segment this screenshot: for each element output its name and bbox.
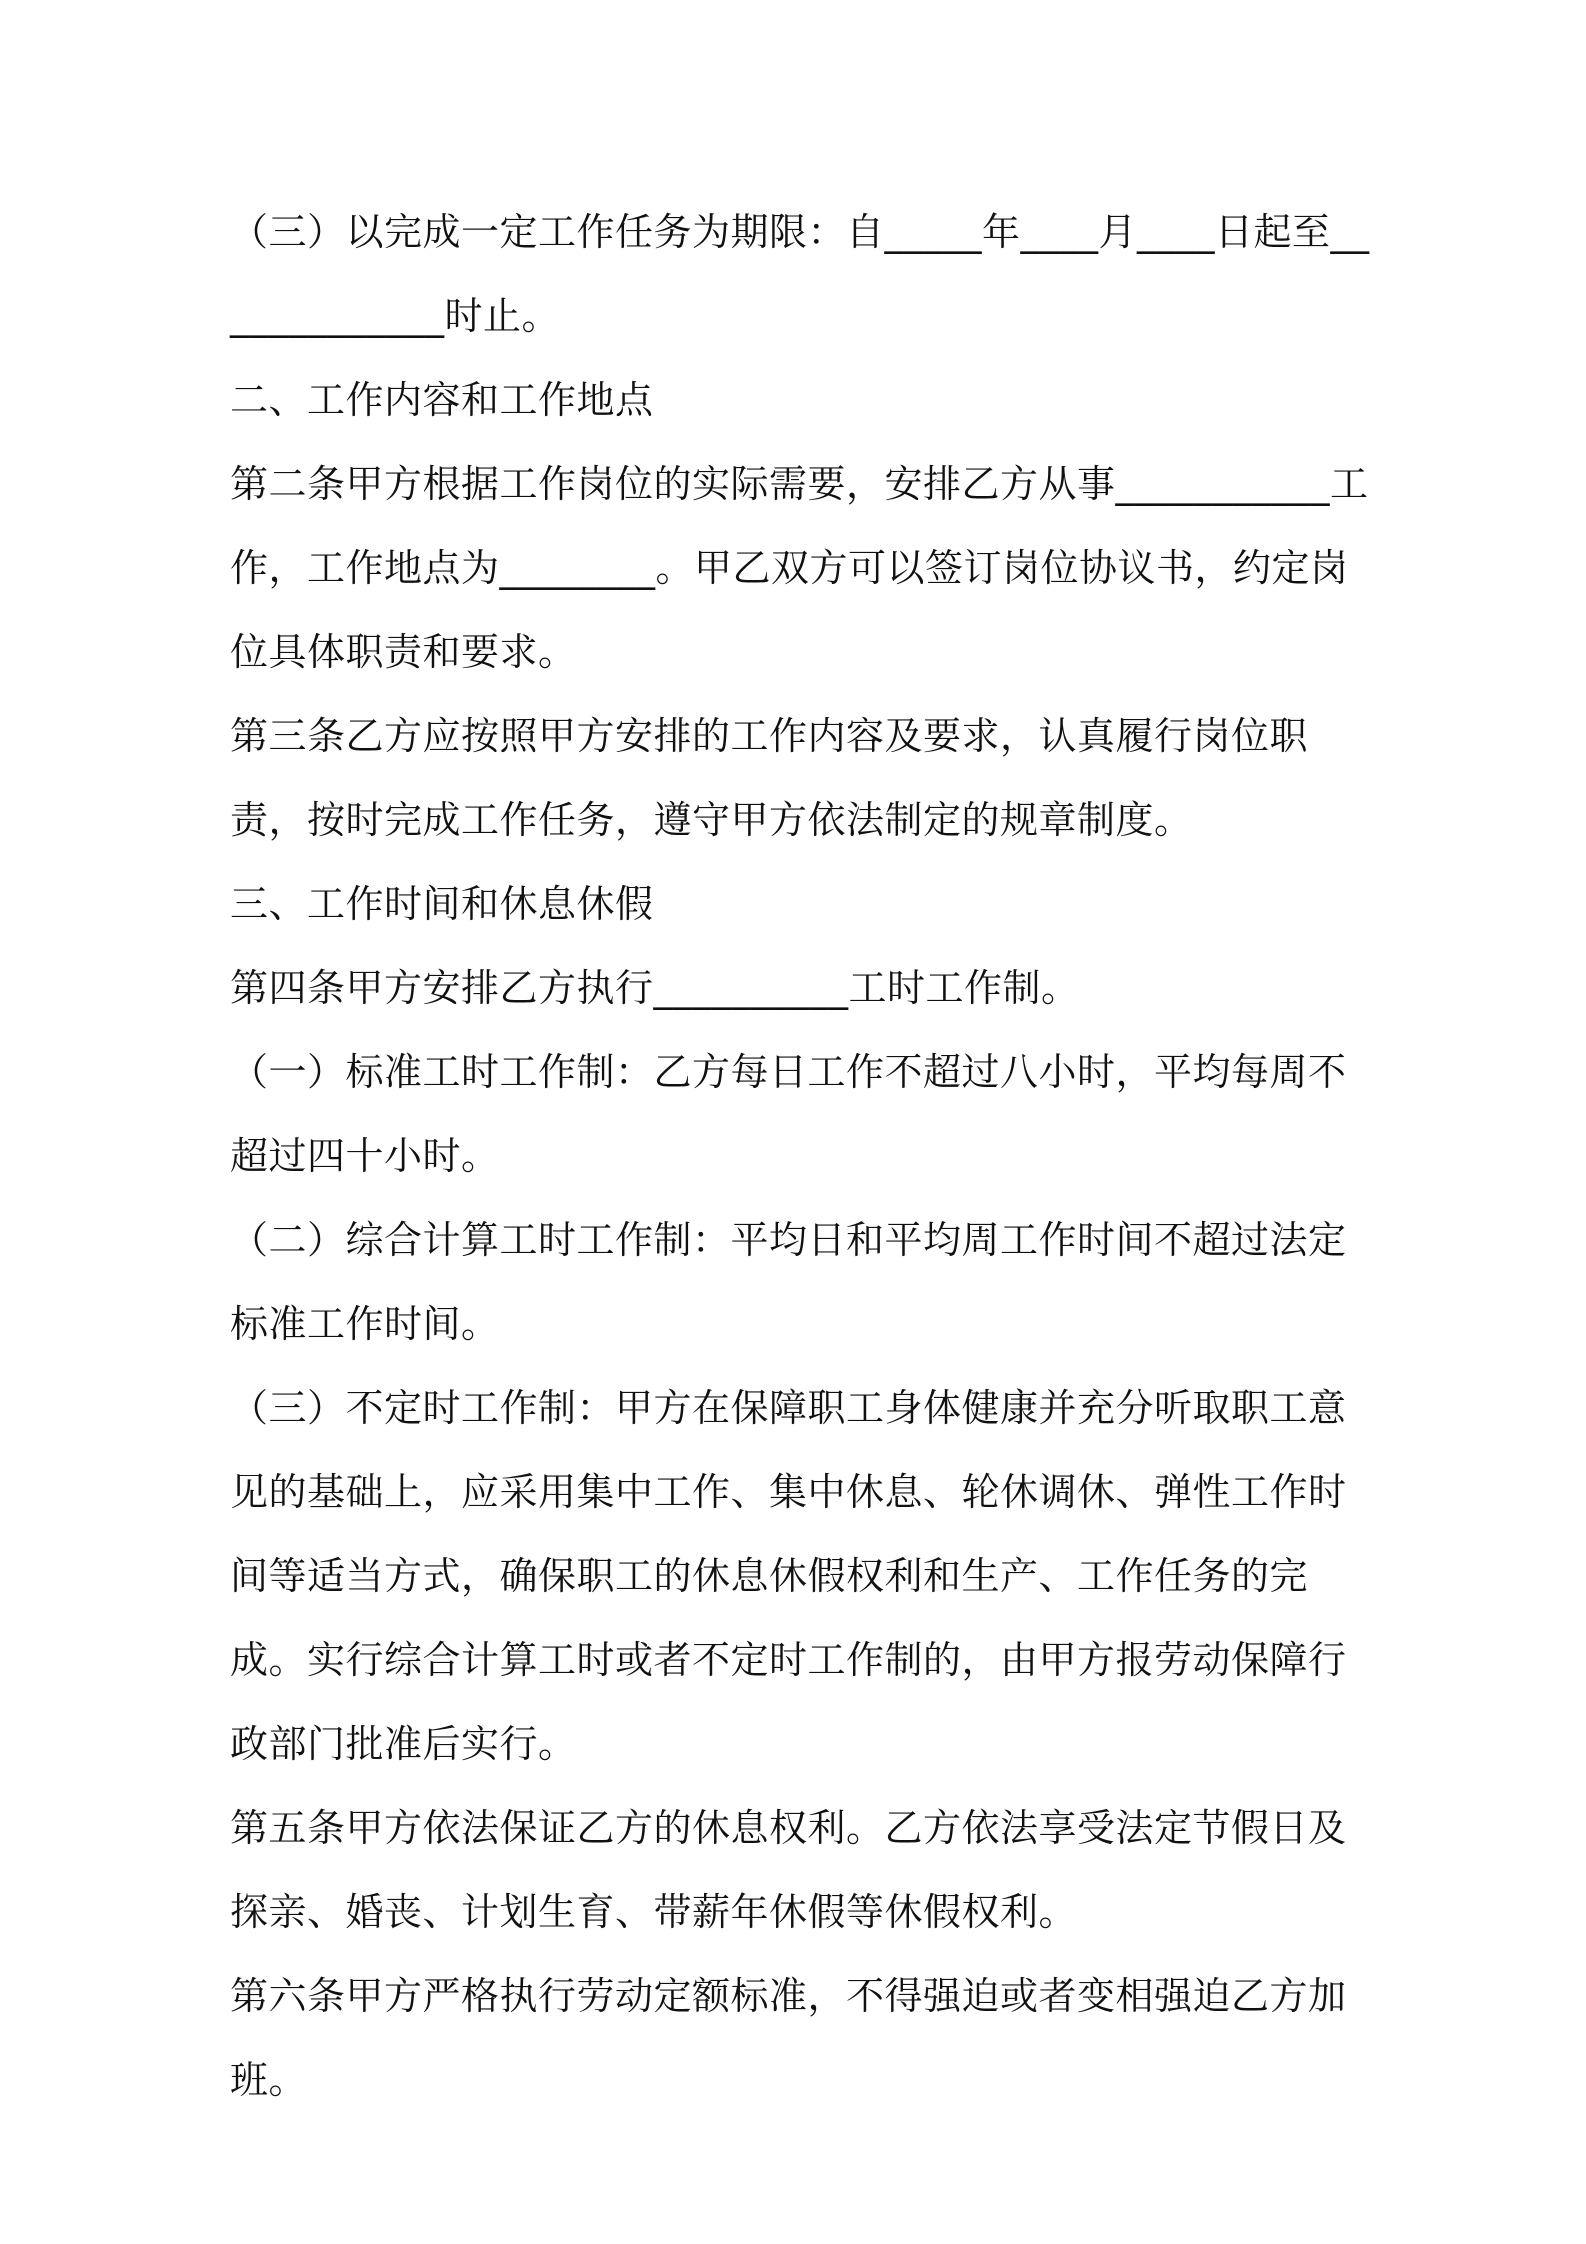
item-flexible-hours: （三）不定时工作制：甲方在保障职工身体健康并充分听取职工意见的基础上，应采用集中工作、集中休息、轮休调休、弹性工作时间等适当方式，确保职工的休息休假权利和生产、工作任务的完成。实行综合计算工时或者不定时工作制的，由甲方报劳动保障行政部门批准后实行。 [230,1386,1347,1766]
article-5: 第五条甲方依法保证乙方的休息权利。乙方依法享受法定节假日及探亲、婚丧、计划生育、带薪年休假等休假权利。 [230,1806,1347,1934]
article-2: 第二条甲方根据工作岗位的实际需要，安排乙方从事___________工作，工作地点为________。甲乙双方可以签订岗位协议书，约定岗位具体职责和要求。 [230,462,1369,674]
section-heading-work-content: 二、工作内容和工作地点 [230,378,654,422]
paragraph-term-task: （三）以完成一定工作任务为期限：自_____年____月____日起至_____________时止。 [230,210,1370,338]
article-4: 第四条甲方安排乙方执行__________工时工作制。 [230,966,1080,1010]
article-6: 第六条甲方严格执行劳动定额标准，不得强迫或者变相强迫乙方加班。 [230,1974,1347,2102]
section-heading-work-time: 三、工作时间和休息休假 [230,882,654,926]
item-standard-hours: （一）标准工时工作制：乙方每日工作不超过八小时，平均每周不超过四十小时。 [230,1050,1347,1178]
article-3: 第三条乙方应按照甲方安排的工作内容及要求，认真履行岗位职责，按时完成工作任务，遵守甲方依法制定的规章制度。 [230,714,1309,842]
item-comprehensive-hours: （二）综合计算工时工作制：平均日和平均周工作时间不超过法定标准工作时间。 [230,1218,1347,1346]
document-body [230,190,1370,2122]
